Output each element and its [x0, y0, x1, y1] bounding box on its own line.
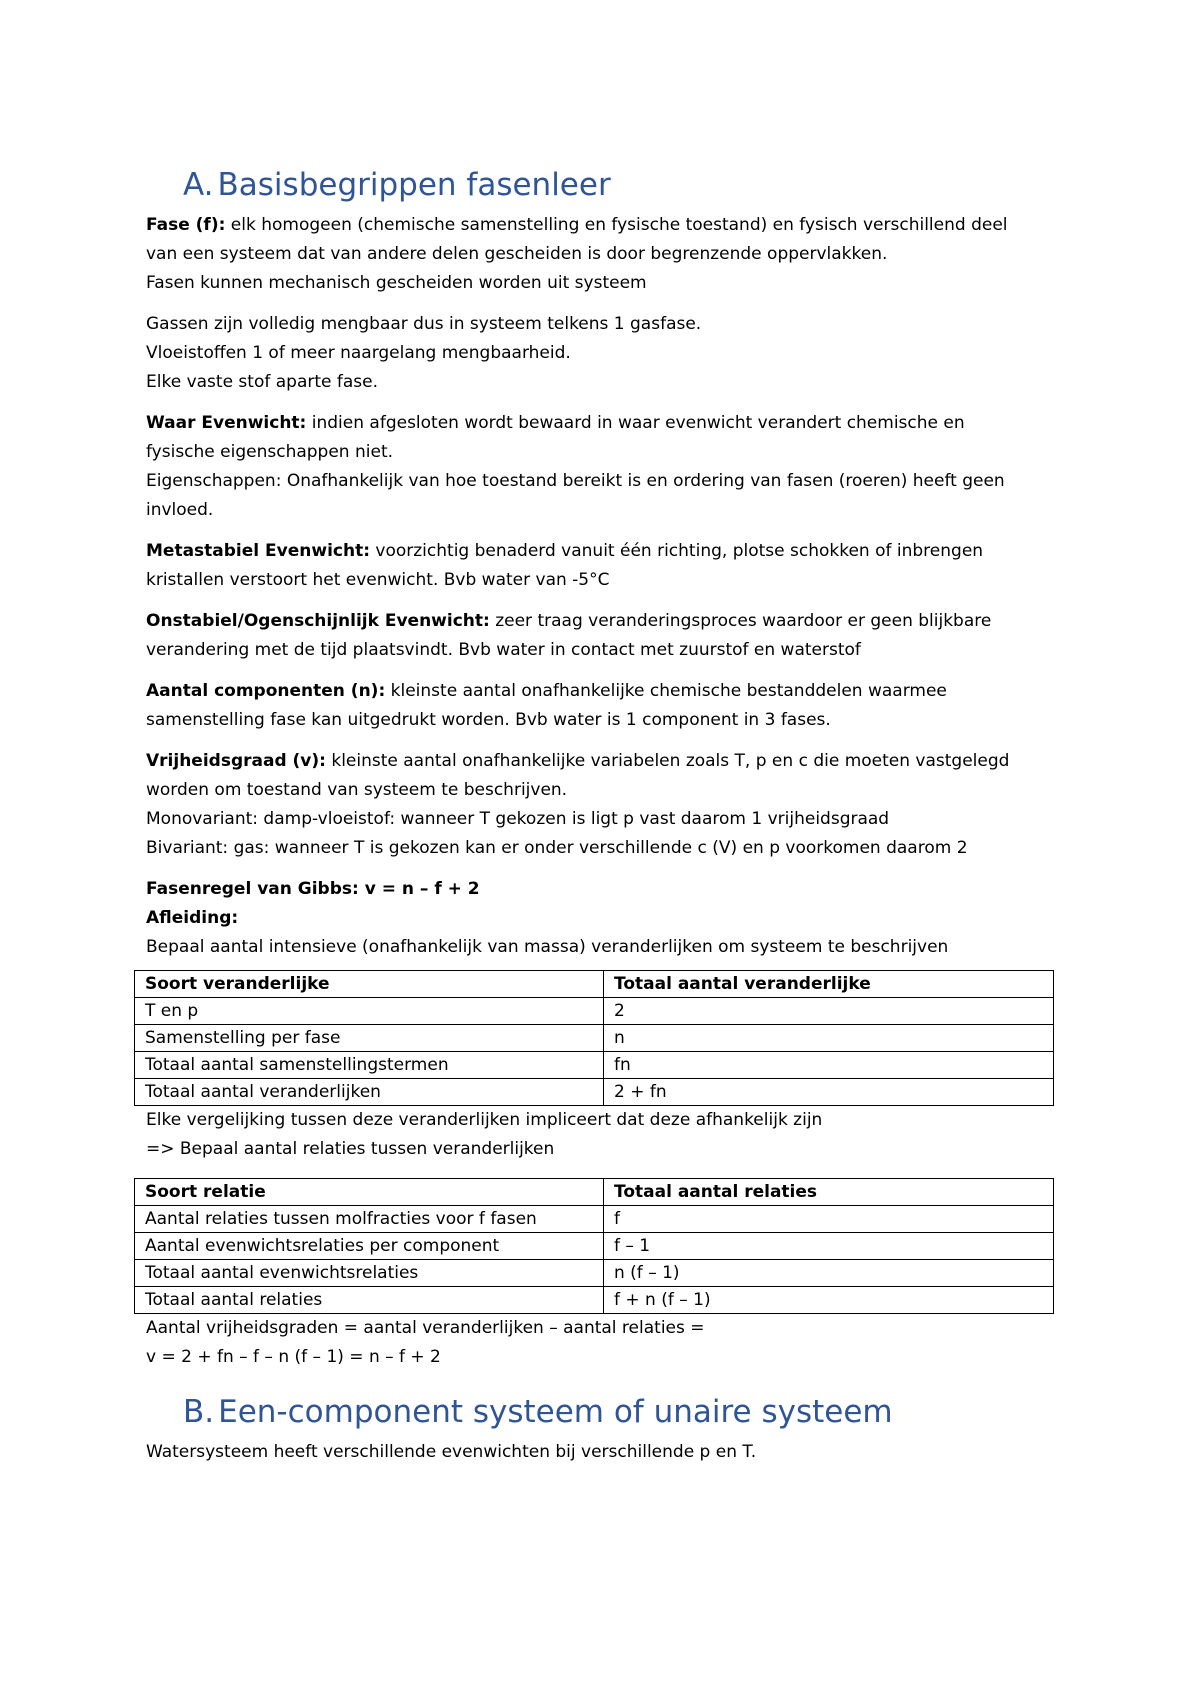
- table-cell: 2: [604, 998, 1054, 1025]
- gassen-line-2: Vloeistoffen 1 of meer naargelang mengbaarheid.: [146, 343, 571, 363]
- fase-term: Fase (f):: [146, 215, 226, 235]
- table-cell: f + n (f – 1): [604, 1287, 1054, 1314]
- onstabiel-term: Onstabiel/Ogenschijnlijk Evenwicht:: [146, 611, 490, 631]
- gibbs-rule: Fasenregel van Gibbs: v = n – f + 2: [146, 879, 480, 899]
- metastabiel-line-2: kristallen verstoort het evenwicht. Bvb water van -5°C: [146, 570, 610, 590]
- fase-line-2: van een systeem dat van andere delen gescheiden is door begrenzende oppervlakken.: [146, 244, 888, 264]
- waar-evenwicht-line-1: [146, 409, 1051, 438]
- vrijheidsgraad-line-1: [146, 747, 1051, 776]
- fase-line-1: [146, 211, 1051, 240]
- section-b-line-1: Watersysteem heeft verschillende evenwichten bij verschillende p en T.: [146, 1442, 757, 1462]
- table-cell: Samenstelling per fase: [135, 1025, 604, 1052]
- componenten-paragraph: [146, 677, 1051, 735]
- table-cell: n: [604, 1025, 1054, 1052]
- table-header-row: [135, 971, 1054, 998]
- table-row: [135, 1052, 1054, 1079]
- table-cell: Totaal aantal relaties: [135, 1287, 604, 1314]
- gibbs-line-3: Bepaal aantal intensieve (onafhankelijk van massa) veranderlijken om systeem te beschrijven: [146, 937, 949, 957]
- table-row: [135, 1233, 1054, 1260]
- fase-definition-start: elk homogeen (chemische samenstelling en fysische toestand) en fysisch verschillend deel: [225, 215, 1008, 235]
- table-cell: fn: [604, 1052, 1054, 1079]
- section-b-paragraph: [146, 1438, 1051, 1467]
- between-tables-line-2: => Bepaal aantal relaties tussen veranderlijken: [146, 1139, 555, 1159]
- table-cell: n (f – 1): [604, 1260, 1054, 1287]
- fase-line-3: Fasen kunnen mechanisch gescheiden worden uit systeem: [146, 273, 647, 293]
- document-page: [146, 163, 1051, 1479]
- fase-paragraph: [146, 211, 1051, 298]
- waar-evenwicht-definition-start: indien afgesloten wordt bewaard in waar evenwicht verandert chemische en: [306, 413, 965, 433]
- componenten-term: Aantal componenten (n):: [146, 681, 386, 701]
- table-cell: T en p: [135, 998, 604, 1025]
- componenten-line-1: [146, 677, 1051, 706]
- variables-table: [134, 970, 1054, 1106]
- table-row: [135, 1025, 1054, 1052]
- gassen-line-3: Elke vaste stof aparte fase.: [146, 372, 379, 392]
- table-cell: 2 + fn: [604, 1079, 1054, 1106]
- gibbs-paragraph: [146, 875, 1051, 962]
- section-a-heading: [183, 163, 1051, 207]
- vrijheidsgraad-term: Vrijheidsgraad (v):: [146, 751, 326, 771]
- conclusion-paragraph: [146, 1314, 1051, 1372]
- table-header-cell: Soort veranderlijke: [135, 971, 604, 998]
- vrijheidsgraad-line-2: worden om toestand van systeem te beschrijven.: [146, 780, 568, 800]
- between-tables-paragraph: [146, 1106, 1051, 1164]
- table-header-row: [135, 1179, 1054, 1206]
- metastabiel-definition-start: voorzichtig benaderd vanuit één richting, plotse schokken of inbrengen: [370, 541, 984, 561]
- vrijheidsgraad-definition-start: kleinste aantal onafhankelijke variabelen zoals T, p en c die moeten vastgelegd: [325, 751, 1010, 771]
- waar-evenwicht-line-3: Eigenschappen: Onafhankelijk van hoe toestand bereikt is en ordering van fasen (roeren) heeft geen: [146, 471, 1005, 491]
- vrijheidsgraad-paragraph: [146, 747, 1051, 863]
- gassen-paragraph: [146, 310, 1051, 397]
- componenten-definition-start: kleinste aantal onafhankelijke chemische bestanddelen waarmee: [385, 681, 947, 701]
- table-row: [135, 1287, 1054, 1314]
- conclusion-line-1: Aantal vrijheidsgraden = aantal veranderlijken – aantal relaties =: [146, 1318, 705, 1338]
- waar-evenwicht-line-4: invloed.: [146, 500, 214, 520]
- table-cell: Totaal aantal samenstellingstermen: [135, 1052, 604, 1079]
- section-b-number: B.: [183, 1394, 215, 1430]
- waar-evenwicht-term: Waar Evenwicht:: [146, 413, 307, 433]
- section-b-heading: [183, 1390, 1051, 1434]
- table-row: [135, 998, 1054, 1025]
- section-b-title: Een-component systeem of unaire systeem: [218, 1394, 893, 1430]
- between-tables-line-1: Elke vergelijking tussen deze veranderlijken impliceert dat deze afhankelijk zijn: [146, 1110, 823, 1130]
- vrijheidsgraad-line-4: Bivariant: gas: wanneer T is gekozen kan er onder verschillende c (V) en p voorkomen daarom 2: [146, 838, 968, 858]
- section-a-number: A.: [183, 167, 214, 203]
- table-cell: Aantal evenwichtsrelaties per component: [135, 1233, 604, 1260]
- relations-table: [134, 1178, 1054, 1314]
- gassen-line-1: Gassen zijn volledig mengbaar dus in systeem telkens 1 gasfase.: [146, 314, 702, 334]
- table-row: [135, 1079, 1054, 1106]
- table-cell: Totaal aantal veranderlijken: [135, 1079, 604, 1106]
- componenten-line-2: samenstelling fase kan uitgedrukt worden. Bvb water is 1 component in 3 fases.: [146, 710, 831, 730]
- table-row: [135, 1206, 1054, 1233]
- table-cell: Totaal aantal evenwichtsrelaties: [135, 1260, 604, 1287]
- gibbs-derivation-label: Afleiding:: [146, 908, 239, 928]
- table-cell: f – 1: [604, 1233, 1054, 1260]
- waar-evenwicht-line-2: fysische eigenschappen niet.: [146, 442, 394, 462]
- table-header-cell: Soort relatie: [135, 1179, 604, 1206]
- waar-evenwicht-paragraph: [146, 409, 1051, 525]
- conclusion-line-2: v = 2 + fn – f – n (f – 1) = n – f + 2: [146, 1347, 441, 1367]
- table-row: [135, 1260, 1054, 1287]
- table-header-cell: Totaal aantal veranderlijke: [604, 971, 1054, 998]
- table-cell: Aantal relaties tussen molfracties voor f fasen: [135, 1206, 604, 1233]
- metastabiel-line-1: [146, 537, 1051, 566]
- metastabiel-paragraph: [146, 537, 1051, 595]
- vrijheidsgraad-line-3: Monovariant: damp-vloeistof: wanneer T gekozen is ligt p vast daarom 1 vrijheidsgraad: [146, 809, 890, 829]
- table-header-cell: Totaal aantal relaties: [604, 1179, 1054, 1206]
- onstabiel-line-1: [146, 607, 1051, 636]
- table-cell: f: [604, 1206, 1054, 1233]
- onstabiel-definition-start: zeer traag veranderingsproces waardoor er geen blijkbare: [489, 611, 992, 631]
- metastabiel-term: Metastabiel Evenwicht:: [146, 541, 370, 561]
- onstabiel-paragraph: [146, 607, 1051, 665]
- onstabiel-line-2: verandering met de tijd plaatsvindt. Bvb water in contact met zuurstof en waterstof: [146, 640, 861, 660]
- section-a-title: Basisbegrippen fasenleer: [217, 167, 611, 203]
